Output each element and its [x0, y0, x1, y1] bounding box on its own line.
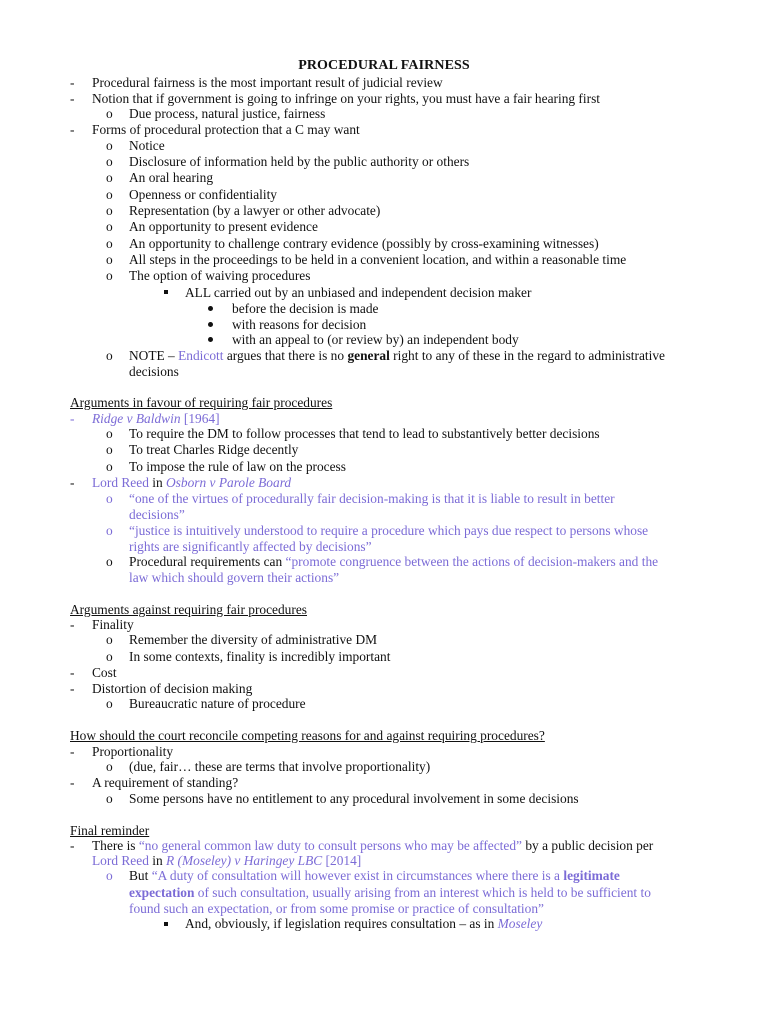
circle-marker: o [106, 426, 113, 441]
intro-line-2: Notion that if government is going to infringe on your rights, you must have a fair hearing first [92, 91, 601, 106]
final-quote-bold-1: legitimate [563, 868, 620, 883]
circle-marker: o [106, 759, 113, 774]
final-quote: “no general common law duty to consult persons who may be affected” [138, 838, 522, 853]
round-bullet-icon [208, 306, 213, 311]
against-finality: Finality [92, 617, 134, 632]
judge-name: Lord Reed [92, 475, 149, 490]
note-continuation: decisions [129, 364, 179, 379]
square-bullet-icon [164, 922, 168, 926]
reconcile-item: (due, fair… these are terms that involve proportionality) [129, 759, 431, 774]
circle-marker: o [106, 348, 113, 363]
note-author: Endicott [178, 348, 224, 363]
form-item: The option of waiving procedures [129, 268, 311, 283]
quote-1b: decisions” [129, 507, 185, 522]
circle-marker: o [106, 523, 113, 538]
dash-marker: - [70, 744, 75, 759]
form-item: Disclosure of information held by the public authority or others [129, 154, 470, 169]
section-heading-against: Arguments against requiring fair procedures [70, 602, 307, 617]
quote-3-prefix: Procedural requirements can [129, 554, 286, 569]
page-title: PROCEDURAL FAIRNESS [298, 58, 470, 73]
section-heading-final: Final reminder [70, 823, 150, 838]
quote-2b: rights are significantly affected by decisions” [129, 539, 372, 554]
final-quote-line-3: found such an expectation, or from some promise or practice of consultation” [129, 901, 544, 916]
reconcile-proportionality: Proportionality [92, 744, 174, 759]
note-line [129, 348, 665, 364]
case-name: Osborn v Parole Board [166, 475, 292, 490]
dash-marker: - [70, 91, 75, 106]
circle-marker: o [106, 491, 113, 506]
form-item: Openness or confidentiality [129, 187, 278, 202]
final-quote-line-1 [129, 868, 620, 884]
quote-3-text: “promote congruence between the actions of decision-makers and the [285, 554, 659, 569]
reconcile-standing: A requirement of standing? [92, 775, 239, 790]
but-word: But [129, 868, 152, 883]
against-cost: Cost [92, 665, 117, 680]
in-word: in [148, 853, 167, 868]
judge-name: Lord Reed [92, 853, 149, 868]
circle-marker: o [106, 187, 113, 202]
quote-1a: “one of the virtues of procedurally fair decision-making is that it is liable to result in better [129, 491, 615, 506]
circle-marker: o [106, 252, 113, 267]
circle-marker: o [106, 632, 113, 647]
final-last-line [185, 916, 542, 932]
form-item: Notice [129, 138, 165, 153]
favour-item: To require the DM to follow processes that tend to lead to substantively better decisions [129, 426, 600, 441]
reconcile-item: Some persons have no entitlement to any procedural involvement in some decisions [129, 791, 579, 806]
final-last-prefix: And, obviously, if legislation requires consultation – as in [185, 916, 498, 931]
dash-marker: - [70, 475, 75, 490]
circle-marker: o [106, 106, 113, 121]
form-item: Representation (by a lawyer or other advocate) [129, 203, 381, 218]
circle-marker: o [106, 649, 113, 664]
dash-marker: - [70, 75, 75, 90]
final-post: by a public decision per [522, 838, 654, 853]
form-item: An opportunity to present evidence [129, 219, 318, 234]
case-name: R (Moseley) v Haringey LBC [166, 853, 323, 868]
intro-line-1: Procedural fairness is the most important result of judicial review [92, 75, 443, 90]
circle-marker: o [106, 170, 113, 185]
form-item: An opportunity to challenge contrary evidence (possibly by cross-examining witnesses) [129, 236, 599, 251]
square-item: ALL carried out by an unbiased and independent decision maker [185, 285, 532, 300]
circle-marker: o [106, 154, 113, 169]
bullet-item: with reasons for decision [232, 317, 367, 332]
circle-marker: o [106, 442, 113, 457]
dash-marker: - [70, 665, 75, 680]
quote-3b: law which should govern their actions” [129, 570, 340, 585]
dash-marker: - [70, 617, 75, 632]
case-line-ridge [92, 411, 220, 427]
round-bullet-icon [208, 322, 213, 327]
case-year: [2014] [322, 853, 362, 868]
note-post: right to any of these in the regard to administrative [389, 348, 666, 363]
circle-marker: o [106, 554, 113, 569]
favour-item: To impose the rule of law on the process [129, 459, 346, 474]
in-word: in [148, 475, 167, 490]
final-line-2 [92, 853, 361, 869]
final-quote-1: “A duty of consultation will however exist in circumstances where there is a [151, 868, 564, 883]
square-bullet-icon [164, 290, 168, 294]
section-heading-favour: Arguments in favour of requiring fair procedures [70, 395, 333, 410]
dash-marker: - [70, 122, 75, 137]
circle-marker: o [106, 459, 113, 474]
circle-marker: o [106, 203, 113, 218]
against-item: Bureaucratic nature of procedure [129, 696, 306, 711]
against-item: Remember the diversity of administrative DM [129, 632, 378, 647]
circle-marker: o [106, 236, 113, 251]
note-mid: argues that there is no [223, 348, 348, 363]
note-prefix: NOTE – [129, 348, 179, 363]
circle-marker: o [106, 138, 113, 153]
final-quote-2: of such consultation, usually arising from an interest which is held to be sufficient to [194, 885, 651, 900]
case-year: [1964] [180, 411, 220, 426]
intro-line-3: Forms of procedural protection that a C may want [92, 122, 360, 137]
quote-2a: “justice is intuitively understood to require a procedure which pays due respect to persons whose [129, 523, 649, 538]
favour-item: To treat Charles Ridge decently [129, 442, 299, 457]
circle-marker: o [106, 219, 113, 234]
intro-line-2a: Due process, natural justice, fairness [129, 106, 326, 121]
final-quote-line-2 [129, 885, 651, 901]
case-line-osborn [92, 475, 291, 491]
circle-marker: o [106, 868, 113, 883]
dash-marker: - [70, 411, 75, 426]
form-item: All steps in the proceedings to be held in a convenient location, and within a reasonable time [129, 252, 627, 267]
quote-3a [129, 554, 658, 570]
round-bullet-icon [208, 337, 213, 342]
against-item: In some contexts, finality is incredibly important [129, 649, 391, 664]
section-heading-reconcile: How should the court reconcile competing reasons for and against requiring procedures? [70, 728, 545, 743]
circle-marker: o [106, 696, 113, 711]
case-name: Ridge v Baldwin [92, 411, 181, 426]
circle-marker: o [106, 791, 113, 806]
bullet-item: with an appeal to (or review by) an independent body [232, 332, 519, 347]
circle-marker: o [106, 268, 113, 283]
note-bold: general [347, 348, 390, 363]
final-prefix: There is [92, 838, 139, 853]
form-item: An oral hearing [129, 170, 214, 185]
dash-marker: - [70, 681, 75, 696]
case-name: Moseley [497, 916, 543, 931]
bullet-item: before the decision is made [232, 301, 379, 316]
final-line-1 [92, 838, 653, 854]
dash-marker: - [70, 838, 75, 853]
final-quote-bold-2: expectation [129, 885, 195, 900]
dash-marker: - [70, 775, 75, 790]
against-distortion: Distortion of decision making [92, 681, 253, 696]
